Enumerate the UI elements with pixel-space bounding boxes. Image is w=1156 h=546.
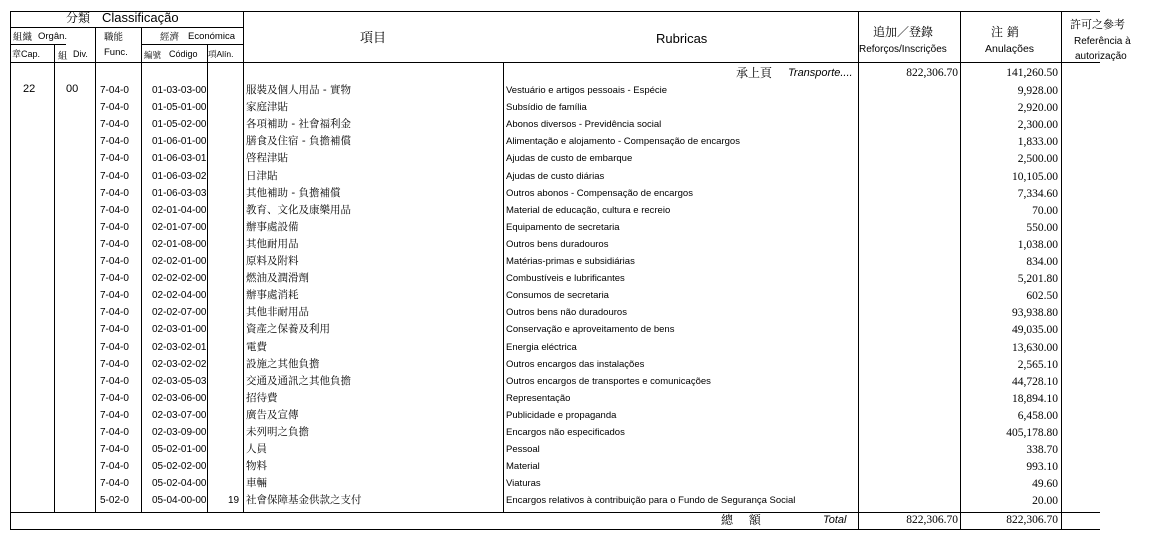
header-bottom-line: [10, 62, 1100, 63]
organic-cn: 組織: [13, 32, 33, 43]
row-func: 7-04-0: [100, 410, 129, 421]
row-code: 02-01-08-00: [152, 239, 207, 250]
row-func: 7-04-0: [100, 205, 129, 216]
row-rubrica-pt: Encargos relativos à contribuição para o Fundo de Segurança Social: [506, 495, 796, 506]
row-code: 05-02-01-00: [152, 444, 207, 455]
row-func: 7-04-0: [100, 427, 129, 438]
ref-pt2-header: autorização: [1075, 51, 1127, 62]
row-code: 01-05-02-00: [152, 119, 207, 130]
row-item-cn: 教育、文化及康樂用品: [246, 204, 351, 216]
total-anulacoes: 822,306.70: [1006, 514, 1058, 526]
row-func: 7-04-0: [100, 273, 129, 284]
row-anulacoes: 2,300.00: [1017, 119, 1058, 131]
row-item-cn: 日津貼: [246, 170, 278, 182]
vline-code: [207, 44, 208, 512]
row-code: 02-03-02-01: [152, 342, 207, 353]
transport-anulacoes: 141,260.50: [1006, 67, 1058, 79]
row-code: 01-03-03-00: [152, 85, 207, 96]
cancel-cn-header: 注 銷: [991, 25, 1019, 39]
division-value: 00: [66, 83, 79, 95]
row-item-cn: 其他耐用品: [246, 238, 299, 250]
row-rubrica-pt: Combustíveis e lubrificantes: [506, 273, 625, 284]
row-code: 01-06-03-02: [152, 171, 207, 182]
row-code: 02-02-01-00: [152, 256, 207, 267]
row-anulacoes: 49.60: [1032, 478, 1058, 490]
row-anulacoes: 13,630.00: [1012, 342, 1058, 354]
row-anulacoes: 44,728.10: [1012, 376, 1058, 388]
chapter-header: 章Cap.: [12, 49, 41, 59]
row-code: 02-03-06-00: [152, 393, 207, 404]
row-item-cn: 招待費: [246, 392, 278, 404]
header-top-line-right: [243, 11, 1100, 12]
header-line-3a: [10, 44, 66, 45]
row-code: 02-02-07-00: [152, 307, 207, 318]
row-rubrica-pt: Subsídio de família: [506, 102, 587, 113]
alinea-header: 項Alín.: [208, 49, 234, 59]
row-func: 7-04-0: [100, 444, 129, 455]
row-anulacoes: 405,178.80: [1006, 427, 1058, 439]
vline-func: [141, 27, 142, 512]
transport-pt: Transporte....: [788, 67, 853, 79]
economic-cn: 經濟: [160, 32, 180, 43]
row-rubrica-pt: Ajudas de custo diárias: [506, 171, 605, 182]
row-item-cn: 電費: [246, 341, 267, 353]
row-item-cn: 原料及附料: [246, 255, 299, 267]
row-code: 02-01-04-00: [152, 205, 207, 216]
row-rubrica-pt: Consumos de secretaria: [506, 290, 609, 301]
row-item-cn: 物料: [246, 460, 267, 472]
row-rubrica-pt: Pessoal: [506, 444, 540, 455]
row-rubrica-pt: Alimentação e alojamento - Compensação de encargos: [506, 136, 740, 147]
functional-cn: 職能: [104, 32, 124, 43]
row-code: 02-03-09-00: [152, 427, 207, 438]
row-anulacoes: 18,894.10: [1012, 393, 1058, 405]
vline-item: [503, 62, 504, 512]
row-func: 7-04-0: [100, 461, 129, 472]
header-line-2: [10, 27, 243, 28]
row-anulacoes: 550.00: [1026, 222, 1058, 234]
row-rubrica-pt: Energia eléctrica: [506, 342, 577, 353]
row-code: 01-05-01-00: [152, 102, 207, 113]
row-anulacoes: 5,201.80: [1017, 273, 1058, 285]
row-code: 05-02-04-00: [152, 478, 207, 489]
row-item-cn: 設施之其他負擔: [246, 358, 320, 370]
row-code: 02-02-02-00: [152, 273, 207, 284]
row-anulacoes: 1,833.00: [1017, 136, 1058, 148]
group-pt: Div.: [73, 49, 88, 59]
code-pt: Código: [169, 49, 198, 59]
row-rubrica-pt: Representação: [506, 393, 571, 404]
group-cn: 組: [58, 51, 68, 62]
row-func: 7-04-0: [100, 342, 129, 353]
row-func: 7-04-0: [100, 324, 129, 335]
row-anulacoes: 9,928.00: [1017, 85, 1058, 97]
reinforce-pt-header: Reforços/Inscrições: [859, 44, 947, 55]
row-func: 7-04-0: [100, 119, 129, 130]
vline-left: [10, 11, 11, 530]
row-func: 7-04-0: [100, 136, 129, 147]
row-code: 01-06-03-03: [152, 188, 207, 199]
row-func: 7-04-0: [100, 393, 129, 404]
vline-cap: [54, 44, 55, 512]
row-rubrica-pt: Publicidade e propaganda: [506, 410, 617, 421]
rubricas-header: Rubricas: [656, 31, 708, 46]
row-item-cn: 辦事處消耗: [246, 289, 299, 301]
row-func: 7-04-0: [100, 85, 129, 96]
row-func: 7-04-0: [100, 171, 129, 182]
row-item-cn: 其他補助 - 負擔補償: [246, 187, 341, 199]
row-code: 02-03-05-03: [152, 376, 207, 387]
row-rubrica-pt: Encargos não especificados: [506, 427, 625, 438]
total-reforcos: 822,306.70: [906, 514, 958, 526]
row-code: 02-01-07-00: [152, 222, 207, 233]
classification-pt: Classificação: [102, 10, 179, 25]
vline-rubricas: [858, 11, 859, 530]
row-anulacoes: 6,458.00: [1017, 410, 1058, 422]
row-func: 7-04-0: [100, 239, 129, 250]
row-func: 7-04-0: [100, 188, 129, 199]
row-func: 7-04-0: [100, 290, 129, 301]
header-line-3b: [141, 44, 243, 45]
row-func: 7-04-0: [100, 102, 129, 113]
row-item-cn: 社會保障基金供款之支付: [246, 494, 362, 506]
vline-alin: [243, 11, 244, 512]
row-item-cn: 辦事處設備: [246, 221, 299, 233]
row-code: 01-06-01-00: [152, 136, 207, 147]
row-rubrica-pt: Abonos diversos - Previdência social: [506, 119, 662, 130]
row-code: 02-03-01-00: [152, 324, 207, 335]
functional-pt: Func.: [104, 47, 128, 58]
row-code: 05-04-00-00: [152, 495, 207, 506]
row-item-cn: 服裝及個人用品 - 實物: [246, 84, 351, 96]
row-code: 01-06-03-01: [152, 153, 207, 164]
row-rubrica-pt: Outros encargos de transportes e comunicações: [506, 376, 711, 387]
row-rubrica-pt: Material de educação, cultura e recreio: [506, 205, 671, 216]
row-item-cn: 膳食及住宿 - 負擔補償: [246, 135, 351, 147]
row-rubrica-pt: Equipamento de secretaria: [506, 222, 620, 233]
row-rubrica-pt: Conservação e aproveitamento de bens: [506, 324, 675, 335]
total-cn: 總 額: [721, 513, 767, 527]
row-code: 02-03-02-02: [152, 359, 207, 370]
code-cn: 編號: [144, 51, 162, 61]
total-bottom-line: [10, 529, 1100, 530]
row-func: 7-04-0: [100, 376, 129, 387]
row-item-cn: 交通及通訊之其他負擔: [246, 375, 351, 387]
row-anulacoes: 2,500.00: [1017, 153, 1058, 165]
row-func: 7-04-0: [100, 153, 129, 164]
row-rubrica-pt: Vestuário e artigos pessoais - Espécie: [506, 85, 668, 96]
row-item-cn: 燃油及潤滑劑: [246, 272, 309, 284]
row-func: 7-04-0: [100, 359, 129, 370]
row-item-cn: 各項補助 - 社會福利金: [246, 118, 351, 130]
row-anulacoes: 7,334.60: [1017, 188, 1058, 200]
row-item-cn: 其他非耐用品: [246, 306, 309, 318]
economic-pt: Económica: [188, 31, 235, 42]
row-func: 7-04-0: [100, 478, 129, 489]
row-item-cn: 未列明之負擔: [246, 426, 309, 438]
row-anulacoes: 49,035.00: [1012, 324, 1058, 336]
vline-div: [95, 27, 96, 512]
classification-cn: 分類: [66, 11, 91, 25]
row-rubrica-pt: Outros abonos - Compensação de encargos: [506, 188, 693, 199]
row-anulacoes: 993.10: [1026, 461, 1058, 473]
row-anulacoes: 834.00: [1026, 256, 1058, 268]
row-rubrica-pt: Matérias-primas e subsidiárias: [506, 256, 635, 267]
vline-anulacoes: [1061, 11, 1062, 530]
row-item-cn: 啓程津貼: [246, 152, 288, 164]
row-anulacoes: 602.50: [1026, 290, 1058, 302]
row-rubrica-pt: Ajudas de custo de embarque: [506, 153, 633, 164]
row-func: 7-04-0: [100, 222, 129, 233]
transport-cn: 承上頁: [736, 66, 773, 80]
row-rubrica-pt: Outros bens duradouros: [506, 239, 609, 250]
row-code: 05-02-02-00: [152, 461, 207, 472]
row-rubrica-pt: Outros bens não duradouros: [506, 307, 627, 318]
total-pt: Total: [823, 514, 847, 526]
row-anulacoes: 70.00: [1032, 205, 1058, 217]
row-item-cn: 家庭津貼: [246, 101, 288, 113]
row-rubrica-pt: Outros encargos das instalações: [506, 359, 645, 370]
row-rubrica-pt: Material: [506, 461, 540, 472]
row-code: 02-02-04-00: [152, 290, 207, 301]
ref-cn-header: 許可之參考: [1070, 18, 1125, 31]
row-anulacoes: 20.00: [1032, 495, 1058, 507]
row-anulacoes: 2,565.10: [1017, 359, 1058, 371]
row-item-cn: 資產之保養及利用: [246, 323, 330, 335]
row-anulacoes: 10,105.00: [1012, 171, 1058, 183]
ref-pt1-header: Referência à: [1074, 36, 1131, 47]
reinforce-cn-header: 追加／登錄: [873, 25, 934, 39]
body-bottom-line: [10, 512, 1100, 513]
cancel-pt-header: Anulações: [985, 43, 1035, 55]
row-code: 02-03-07-00: [152, 410, 207, 421]
vline-reforcos: [960, 11, 961, 530]
row-anulacoes: 93,938.80: [1012, 307, 1058, 319]
row-anulacoes: 338.70: [1026, 444, 1058, 456]
transport-reforcos: 822,306.70: [906, 67, 958, 79]
row-alinea: 19: [228, 495, 240, 506]
row-item-cn: 廣告及宣傳: [246, 409, 299, 421]
row-item-cn: 人員: [246, 443, 267, 455]
row-func: 7-04-0: [100, 307, 129, 318]
row-anulacoes: 1,038.00: [1017, 239, 1058, 251]
chapter-value: 22: [23, 83, 36, 95]
row-rubrica-pt: Viaturas: [506, 478, 541, 489]
row-func: 5-02-0: [100, 495, 129, 506]
row-anulacoes: 2,920.00: [1017, 102, 1058, 114]
row-item-cn: 車輛: [246, 477, 267, 489]
item-cn-header: 項目: [360, 31, 387, 46]
row-func: 7-04-0: [100, 256, 129, 267]
organic-pt: Orgân.: [38, 31, 68, 42]
